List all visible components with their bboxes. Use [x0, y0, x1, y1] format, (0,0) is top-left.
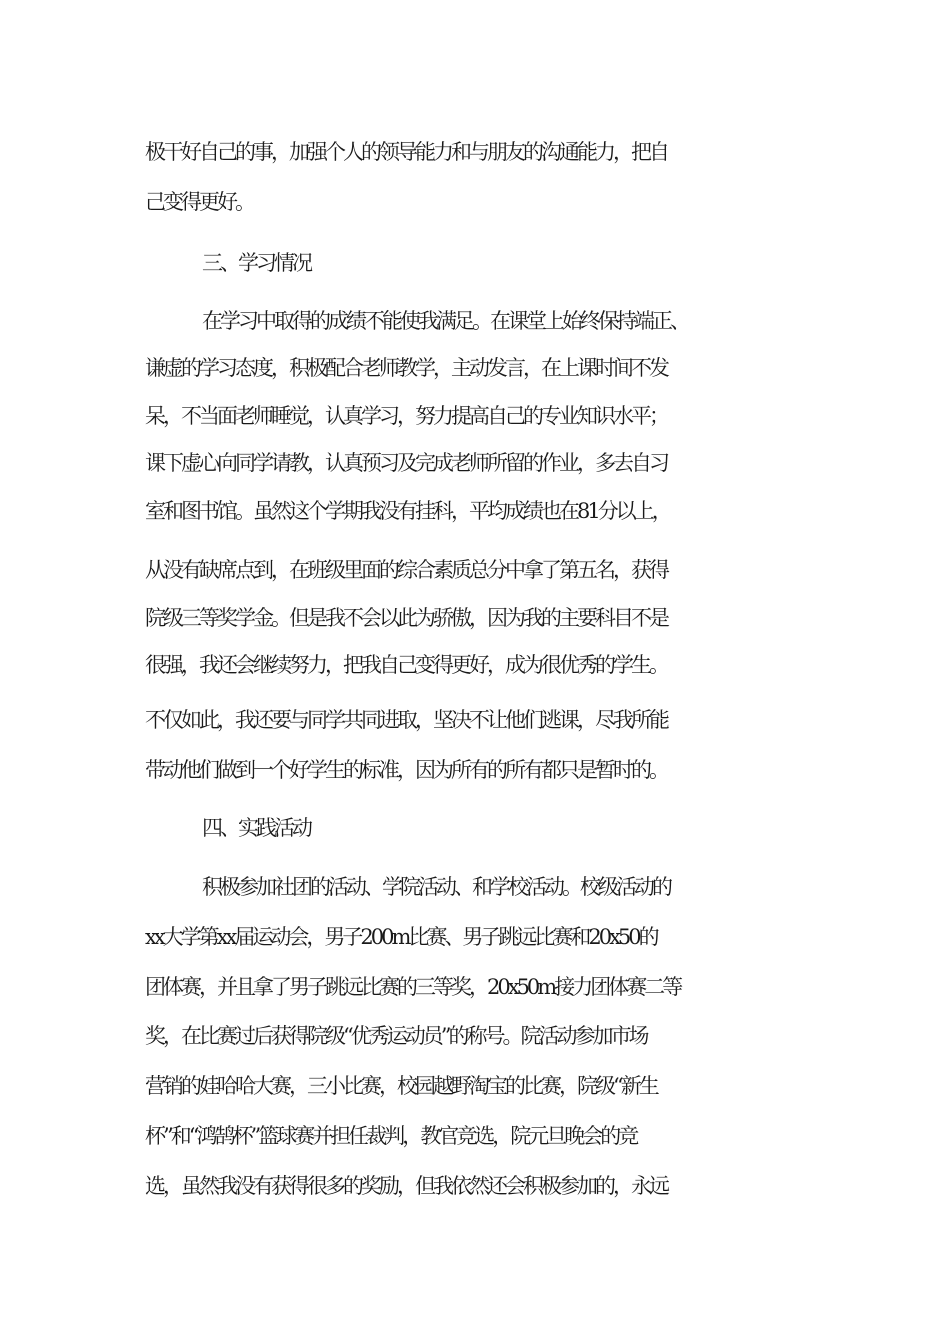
- paragraph-line: 选，虽然我没有获得很多的奖励，但我依然还会积极参加的，永远: [145, 1174, 667, 1198]
- paragraph-line: 院级三等奖学金。但是我不会以此为骄傲，因为我的主要科目不是: [145, 606, 667, 630]
- paragraph-line: 团体赛，并且拿了男子跳远比赛的三等奖，20x50m接力团体赛二等: [145, 975, 681, 999]
- paragraph-line: 极干好自己的事，加强个人的领导能力和与朋友的沟通能力，把自: [145, 140, 667, 164]
- paragraph-line: 积极参加社团的活动、学院活动、和学校活动。校级活动的: [202, 875, 670, 899]
- paragraph-line: 杯”和“鸿鹄杯”篮球赛并担任裁判，教官竞选，院元旦晚会的竞: [145, 1124, 637, 1148]
- paragraph-line: 带动他们做到一个好学生的标准，因为所有的所有都只是暂时的。: [145, 758, 667, 782]
- paragraph-line: 从没有缺席点到，在班级里面的综合素质总分中拿了第五名，获得: [145, 558, 667, 582]
- paragraph-line: 课下虚心向同学请教，认真预习及完成老师所留的作业，多去自习: [145, 451, 667, 475]
- paragraph-line: 在学习中取得的成绩不能使我满足。在课堂上始终保持端正、: [202, 309, 688, 333]
- paragraph-line: 室和图书馆。虽然这个学期我没有挂科，平均成绩也在81分以上，: [145, 499, 670, 523]
- paragraph-line: 呆，不当面老师睡觉，认真学习，努力提高自己的专业知识水平；: [145, 404, 667, 428]
- paragraph-line: 很强，我还会继续努力，把我自己变得更好，成为很优秀的学生。: [145, 653, 667, 677]
- paragraph-line: 奖，在比赛过后获得院级“优秀运动员”的称号。院活动参加市场: [145, 1024, 647, 1048]
- paragraph-line: 谦虚的学习态度，积极配合老师教学，主动发言，在上课时间不发: [145, 356, 667, 380]
- paragraph-line: 营销的娃哈哈大赛，三小比赛，校园越野淘宝的比赛，院级“新生: [145, 1074, 657, 1098]
- paragraph-line: 不仅如此，我还要与同学共同进取，坚决不让他们逃课，尽我所能: [145, 708, 667, 732]
- section-heading-study: 三、学习情况: [202, 251, 310, 275]
- section-heading-practice: 四、实践活动: [202, 816, 310, 840]
- paragraph-line: xx大学第xx届运动会，男子200m比赛、男子跳远比赛和20x50的: [145, 925, 657, 949]
- paragraph-line: 己变得更好。: [145, 190, 253, 214]
